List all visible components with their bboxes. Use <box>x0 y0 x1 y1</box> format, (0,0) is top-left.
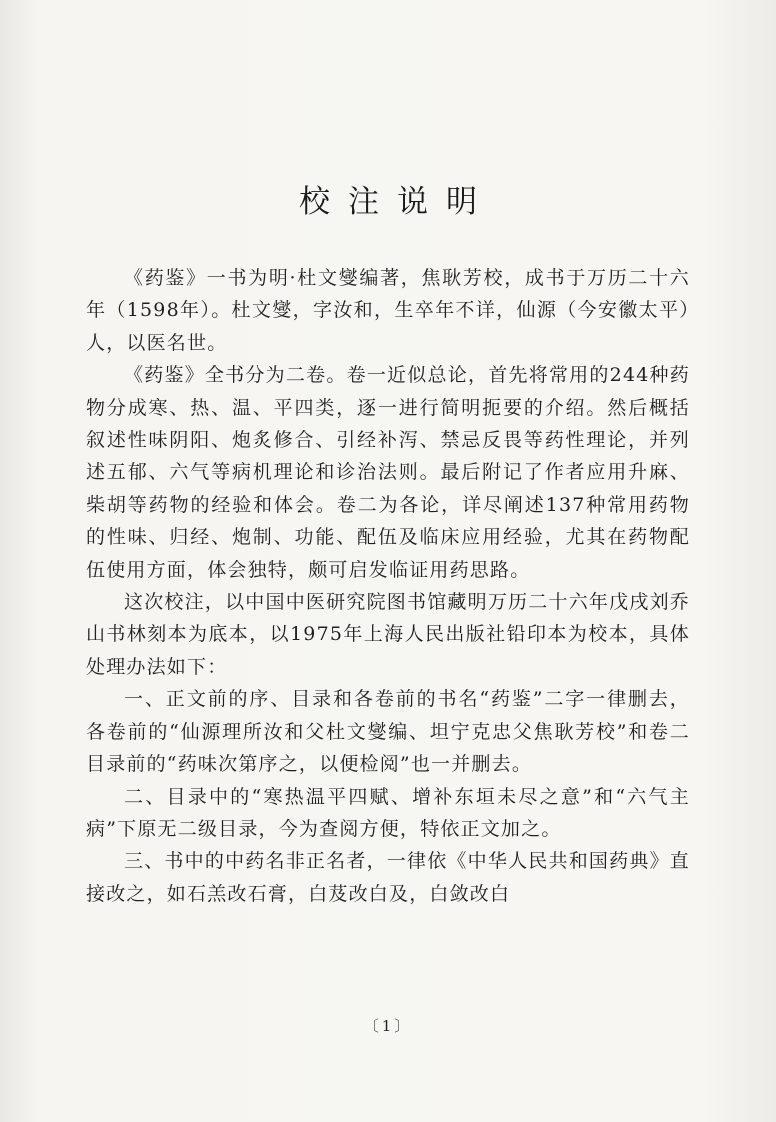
paragraph-rule-one: 一、正文前的序、目录和各卷前的书名“药鉴”二字一律删去，各卷前的“仙源理所汝和父杜文燮编、坦宁克忠父焦耿芳校”和卷二目录前的“药味次第序之，以便检阅”也一并删去。 <box>86 688 690 776</box>
paragraph-intro: 《药鉴》一书为明·杜文燮编著，焦耿芳校，成书于万历二十六年（1598年）。杜文燮，字汝和，生卒年不详，仙源（今安徽太平）人，以医名世。 <box>86 267 690 354</box>
page-title: 校注说明 <box>299 184 495 220</box>
document-body <box>86 262 690 910</box>
page-number: 〔1〕 <box>363 1017 413 1035</box>
paragraph-rule-three: 三、书中的中药名非正名者，一律依《中华人民共和国药典》直接改之，如石羔改石膏，白芨改白及，白敛改白 <box>86 850 690 905</box>
paragraph-collation-basis: 这次校注，以中国中医研究院图书馆藏明万历二十六年戊戌刘乔山书林刻本为底本，以1975年上海人民出版社铅印本为校本，具体处理办法如下： <box>86 591 690 678</box>
paragraph-contents-overview: 《药鉴》全书分为二卷。卷一近似总论，首先将常用的244种药物分成寒、热、温、平四类，逐一进行简明扼要的介绍。然后概括叙述性味阴阳、炮炙修合、引经补泻、禁忌反畏等药性理论，并列述五郁、六气等病机理论和诊治法则。最后附记了作者应用升麻、柴胡等药物的经验和体会。卷二为各论，详尽阐述137种常用药物的性味、归经、炮制、功能、配伍及临床应用经验，尤其在药物配伍使用方面，体会独特，颇可启发临证用药思路。 <box>86 364 690 581</box>
paragraph-rule-two: 二、目录中的“寒热温平四赋、增补东垣未尽之意”和“六气主病”下原无二级目录，今为查阅方便，特依正文加之。 <box>86 785 690 840</box>
